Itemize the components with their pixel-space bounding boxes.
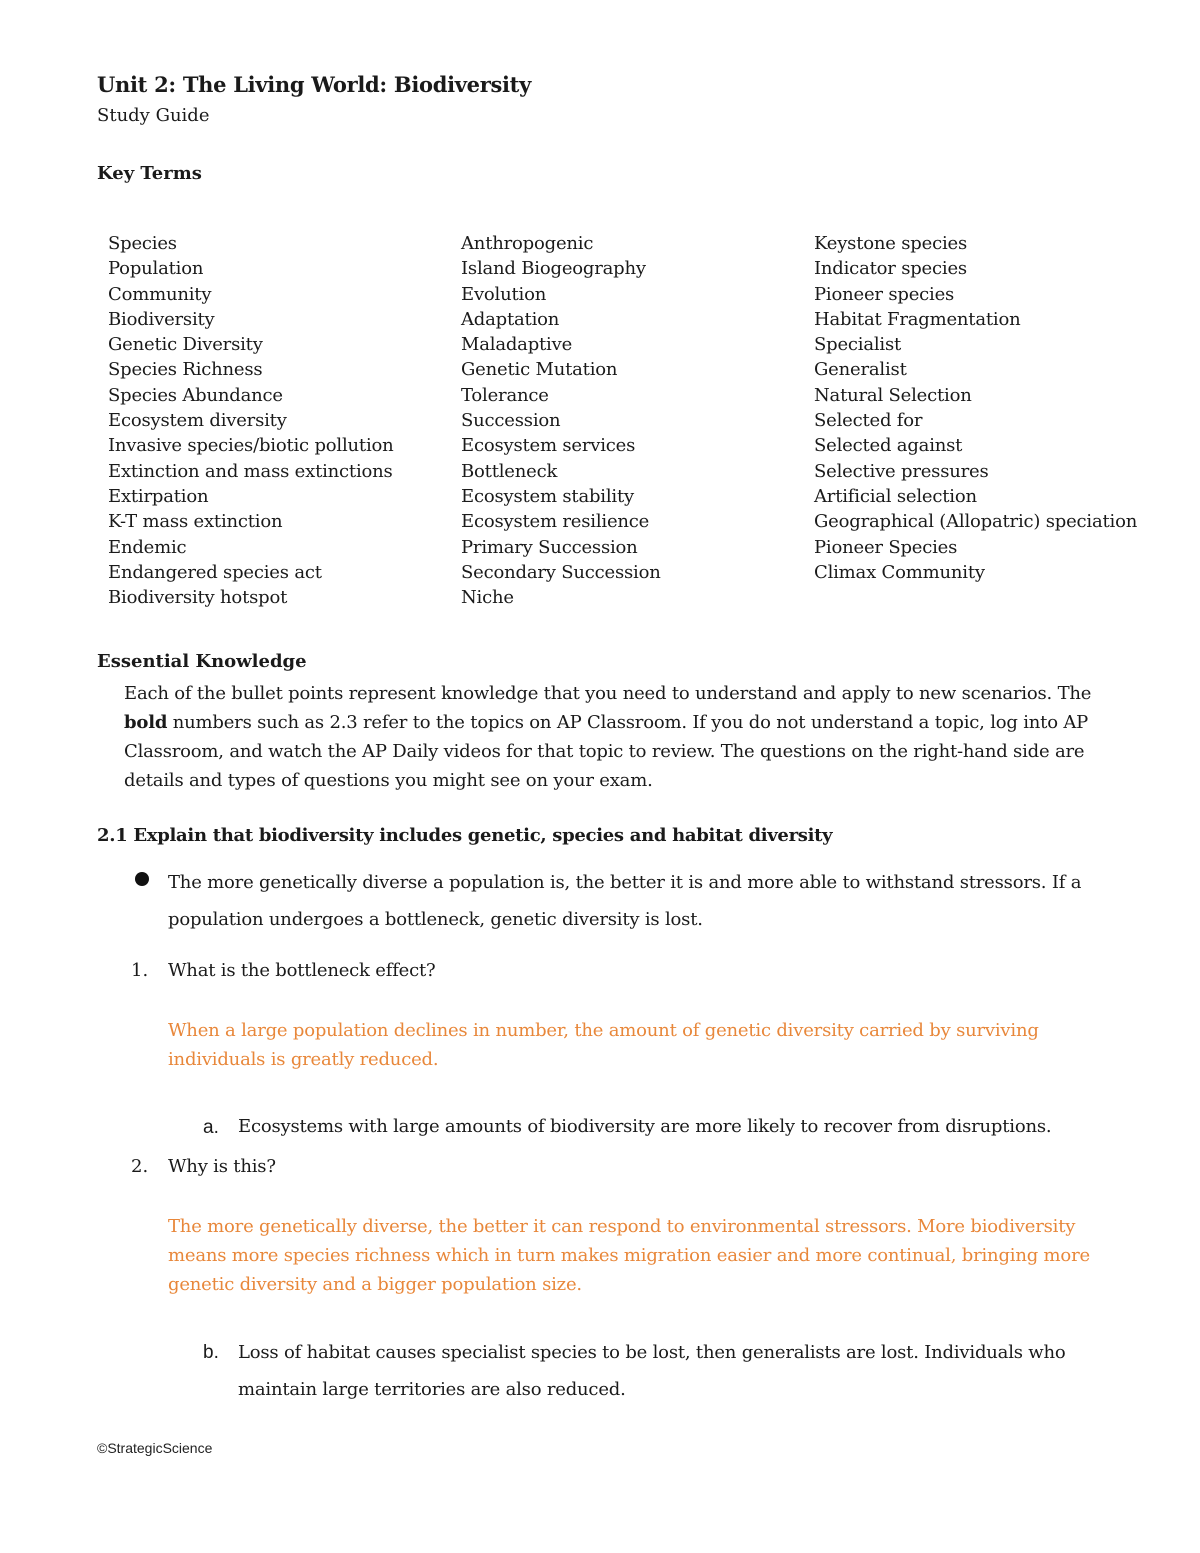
key-term: Ecosystem diversity xyxy=(108,410,287,432)
key-term: Biodiversity xyxy=(108,308,215,330)
key-term: Artificial selection xyxy=(814,485,977,507)
key-term: Pioneer Species xyxy=(814,536,958,558)
page-subtitle: Study Guide xyxy=(97,105,210,126)
key-term: Habitat Fragmentation xyxy=(814,308,1021,330)
key-term: Anthropogenic xyxy=(461,233,594,254)
key-terms-column-2 xyxy=(461,231,661,610)
key-term: Specialist xyxy=(814,334,902,356)
sub-point-b-text: Loss of habitat causes specialist species to be lost, then generalists are lost. Individuals who maintain large territories are also reduced. xyxy=(238,1342,1066,1400)
key-term: Tolerance xyxy=(461,384,549,406)
key-term: Secondary Succession xyxy=(461,561,661,583)
key-term: Species Abundance xyxy=(108,384,283,406)
key-term: Primary Succession xyxy=(461,536,638,558)
key-term: Ecosystem resilience xyxy=(461,511,650,533)
key-term: Niche xyxy=(461,587,514,609)
key-term: Extinction and mass extinctions xyxy=(108,460,393,482)
question-1-answer: When a large population declines in number, the amount of genetic diversity carried by surviving individuals is greatly reduced. xyxy=(168,1020,1039,1070)
key-term: Geographical (Allopatric) speciation xyxy=(814,511,1138,533)
key-terms-column-1 xyxy=(108,231,394,610)
question-1-number: 1. xyxy=(131,960,149,981)
key-term: Invasive species/biotic pollution xyxy=(108,435,394,457)
key-term: Succession xyxy=(461,410,561,432)
essential-knowledge-heading: Essential Knowledge xyxy=(97,651,307,672)
sub-point-a-label: a. xyxy=(203,1117,219,1138)
key-term: Selected for xyxy=(814,410,923,432)
key-term: Keystone species xyxy=(814,233,967,254)
key-term: Maladaptive xyxy=(461,334,573,356)
key-term: Adaptation xyxy=(461,308,560,330)
key-terms-heading: Key Terms xyxy=(97,163,202,184)
key-term: Selected against xyxy=(814,435,963,457)
question-1-text: What is the bottleneck effect? xyxy=(168,960,436,981)
key-term: Ecosystem stability xyxy=(461,485,634,507)
bullet-icon xyxy=(135,872,149,886)
sub-point-a-text: Ecosystems with large amounts of biodiversity are more likely to recover from disruptions. xyxy=(238,1116,1052,1137)
page-title: Unit 2: The Living World: Biodiversity xyxy=(97,72,531,97)
key-term: Species xyxy=(108,233,177,254)
key-term: Selective pressures xyxy=(814,460,989,482)
question-2-answer: The more genetically diverse, the better it can respond to environmental stressors. More biodiversity means more species richness which in turn makes migration easier and more continual, bringing more genetic diversity and a bigger population size. xyxy=(168,1216,1090,1295)
essential-knowledge-paragraph xyxy=(124,679,1124,795)
ek-text-bold: bold xyxy=(124,712,168,733)
key-term: Generalist xyxy=(814,359,907,381)
key-term: Genetic Diversity xyxy=(108,334,263,356)
key-term: Extirpation xyxy=(108,485,209,507)
sub-point-b-label: b. xyxy=(203,1342,219,1363)
question-2-text: Why is this? xyxy=(168,1156,276,1177)
key-term: Population xyxy=(108,258,204,280)
key-term: Genetic Mutation xyxy=(461,359,618,381)
key-term: Climax Community xyxy=(814,561,985,583)
key-term: Pioneer species xyxy=(814,283,955,305)
key-term: Indicator species xyxy=(814,258,967,280)
key-term: Natural Selection xyxy=(814,384,972,406)
key-term: K-T mass extinction xyxy=(108,511,283,533)
question-2-number: 2. xyxy=(131,1156,149,1177)
key-term: Ecosystem services xyxy=(461,435,636,457)
section-2-1-heading: 2.1 Explain that biodiversity includes genetic, species and habitat diversity xyxy=(97,825,833,846)
key-term: Species Richness xyxy=(108,359,263,381)
key-term: Biodiversity hotspot xyxy=(108,587,288,609)
footer-copyright: ©StrategicScience xyxy=(97,1440,213,1456)
key-term: Endemic xyxy=(108,536,187,558)
key-term: Endangered species act xyxy=(108,561,322,583)
key-terms-column-3 xyxy=(814,231,1137,585)
ek-text-start: Each of the bullet points represent knowledge that you need to understand and apply to new scenarios. The xyxy=(124,683,1092,704)
key-term: Community xyxy=(108,283,212,305)
key-term: Island Biogeography xyxy=(461,258,646,280)
key-term: Bottleneck xyxy=(461,460,558,482)
key-term: Evolution xyxy=(461,283,547,305)
ek-text-end: numbers such as 2.3 refer to the topics on AP Classroom. If you do not understand a topic, log into AP Classroom, and watch the AP Daily videos for that topic to review. The questions on the right-hand side are details and types of questions you might see on your exam. xyxy=(124,712,1089,791)
bullet-point: The more genetically diverse a population is, the better it is and more able to withstand stressors. If a population undergoes a bottleneck, genetic diversity is lost. xyxy=(168,872,1082,930)
